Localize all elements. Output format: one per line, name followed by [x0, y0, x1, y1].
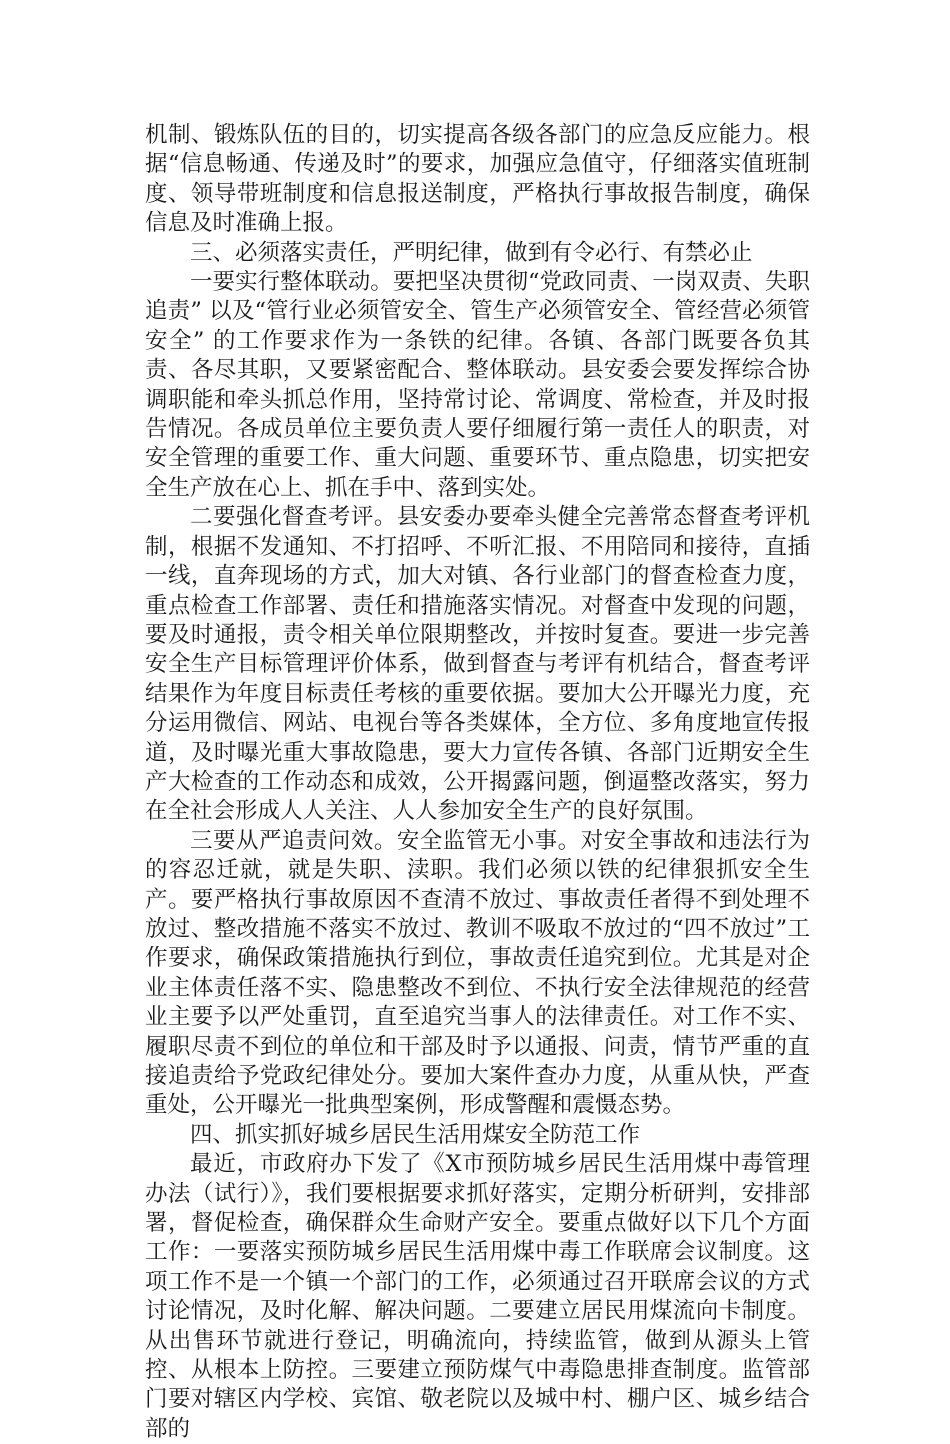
paragraph-coal-safety: 最近，市政府办下发了《X市预防城乡居民生活用煤中毒管理办法（试行）》，我们要根据要求抓好落实，定期分析研判，安排部署，督促检查，确保群众生命财产安全。要重点做好以下几个方面工作：一要落实预防城乡居民生活用煤中毒工作联席会议制度。这项工作不是一个镇一个部门的工作，必须通过召开联席会议的方式讨论情况，及时化解、解决问题。二要建立居民用煤流向卡制度。从出售环节就进行登记，明确流向，持续监管，做到从源头上管控、从根本上防控。三要建立预防煤气中毒隐患排查制度。监管部门要对辖区内学校、宾馆、敬老院以及城中村、棚户区、城乡结合部的 [145, 1151, 810, 1442]
paragraph-intro: 机制、锻炼队伍的目的，切实提高各级各部门的应急反应能力。根据“信息畅通、传递及时”的要求，加强应急值守，仔细落实值班制度、领导带班制度和信息报送制度，严格执行事故报告制度，确保信息及时准确上报。 [145, 122, 810, 237]
paragraph-accountability: 三要从严追责问效。安全监管无小事。对安全事故和违法行为的容忍迁就，就是失职、渎职。我们必须以铁的纪律狠抓安全生产。要严格执行事故原因不查清不放过、事故责任者得不到处理不放过、整改措施不落实不放过、教训不吸取不放过的“四不放过”工作要求，确保政策措施执行到位，事故责任追究到位。尤其是对企业主体责任落不实、隐患整改不到位、不执行安全法律规范的经营业主要予以严处重罚，直至追究当事人的法律责任。对工作不实、履职尽责不到位的单位和干部及时予以通报、问责，情节严重的直接追责给予党政纪律处分。要加大案件查办力度，从重从快，严查重处，公开曝光一批典型案例，形成警醒和震慑态势。 [145, 827, 810, 1119]
paragraph-linkage: 一要实行整体联动。要把坚决贯彻“党政同责、一岗双责、失职追责” 以及“管行业必须管安全、管生产必须管安全、管经营必须管安全” 的工作要求作为一条铁的纪律。各镇、各部门既要各负其责、各尽其职，又要紧密配合、整体联动。县安委会要发挥综合协调职能和牵头抓总作用，坚持常讨论、常调度、常检查，并及时报告情况。各成员单位主要负责人要仔细履行第一责任人的职责，对安全管理的重要工作、重大问题、重要环节、重点隐患，切实把安全生产放在心上、抓在手中、落到实处。 [145, 269, 810, 501]
section-heading-three: 三、必须落实责任，严明纪律，做到有令必行、有禁必止 [190, 239, 753, 266]
section-heading-four: 四、抓实抓好城乡居民生活用煤安全防范工作 [190, 1121, 641, 1148]
paragraph-supervision: 二要强化督查考评。县安委办要牵头健全完善常态督查考评机制，根据不发通知、不打招呼、不听汇报、不用陪同和接待，直插一线，直奔现场的方式，加大对镇、各行业部门的督查检查力度，重点检查工作部署、责任和措施落实情况。对督查中发现的问题，要及时通报，责令相关单位限期整改，并按时复查。要进一步完善安全生产目标管理评价体系，做到督查与考评有机结合，督查考评结果作为年度目标责任考核的重要依据。要加大公开曝光力度，充分运用微信、网站、电视台等各类媒体，全方位、多角度地宣传报道，及时曝光重大事故隐患，要大力宣传各镇、各部门近期安全生产大检查的工作动态和成效，公开揭露问题，倒逼整改落实，努力在全社会形成人人关注、人人参加安全生产的良好氛围。 [145, 504, 810, 825]
document-page [145, 121, 810, 1444]
